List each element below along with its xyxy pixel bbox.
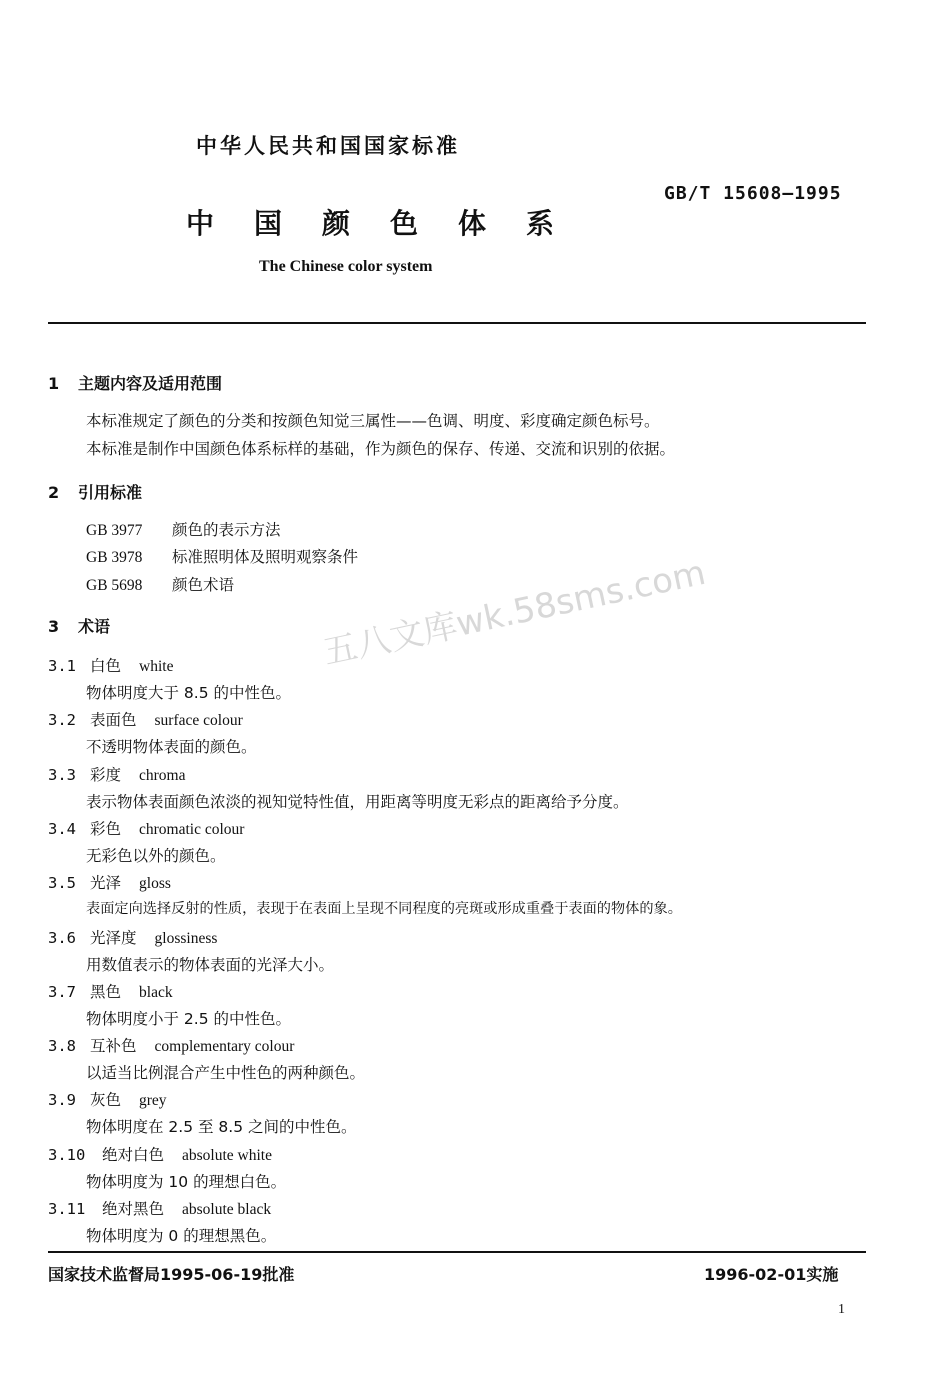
- term-cn: 彩度: [90, 766, 122, 784]
- term-cn: 白色: [90, 657, 122, 675]
- term-en: glossiness: [154, 930, 218, 947]
- term-3-3: [48, 763, 186, 785]
- reference-item: [86, 518, 281, 540]
- section-number: 2: [48, 483, 60, 502]
- term-en: black: [139, 984, 173, 1001]
- term-definition: 物体明度为 0 的理想黑色。: [86, 1227, 277, 1245]
- section-2-heading: [48, 480, 142, 503]
- section-3-heading: [48, 614, 110, 637]
- term-3-10: [48, 1143, 272, 1165]
- term-cn: 绝对黑色: [102, 1200, 165, 1218]
- term-definition: 用数值表示的物体表面的光泽大小。: [86, 956, 335, 974]
- term-en: chromatic colour: [139, 821, 245, 838]
- term-3-2: [48, 708, 243, 730]
- section-title: 主题内容及适用范围: [78, 374, 223, 393]
- term-en: surface colour: [154, 712, 243, 729]
- term-definition: 物体明度大于 8.5 的中性色。: [86, 684, 292, 702]
- section-number: 3: [48, 617, 60, 636]
- term-cn: 光泽度: [90, 929, 137, 947]
- section-title: 引用标准: [78, 483, 143, 502]
- standard-number: GB/T 15608—1995: [664, 183, 842, 204]
- term-3-7: [48, 980, 173, 1002]
- document-title-en: The Chinese color system: [259, 258, 433, 275]
- term-definition: 物体明度为 10 的理想白色。: [86, 1173, 287, 1191]
- term-number: 3.2: [48, 711, 76, 729]
- term-number: 3.3: [48, 766, 76, 784]
- term-en: grey: [139, 1092, 167, 1109]
- reference-name: 颜色的表示方法: [172, 521, 281, 539]
- term-cn: 彩色: [90, 820, 122, 838]
- implementation-date: 1996-02-01实施: [704, 1265, 839, 1284]
- section-number: 1: [48, 374, 60, 393]
- reference-item: [86, 573, 234, 595]
- term-number: 3.7: [48, 983, 76, 1001]
- term-cn: 光泽: [90, 874, 122, 892]
- term-en: absolute black: [182, 1201, 272, 1218]
- section-title: 术语: [78, 617, 111, 636]
- term-definition: 物体明度在 2.5 至 8.5 之间的中性色。: [86, 1118, 357, 1136]
- footer-divider: [48, 1251, 866, 1253]
- term-3-4: [48, 817, 244, 839]
- reference-code: GB 3977: [86, 522, 143, 539]
- term-cn: 黑色: [90, 983, 122, 1001]
- term-number: 3.1: [48, 657, 76, 675]
- term-3-11: [48, 1197, 271, 1219]
- term-3-8: [48, 1034, 294, 1056]
- term-number: 3.8: [48, 1037, 76, 1055]
- reference-item: [86, 545, 358, 567]
- term-3-5: [48, 871, 171, 893]
- term-3-1: [48, 654, 173, 676]
- term-definition: 表示物体表面颜色浓淡的视知觉特性值，用距离等明度无彩点的距离给予分度。: [86, 793, 629, 811]
- term-en: white: [139, 658, 174, 675]
- term-cn: 表面色: [90, 711, 137, 729]
- term-3-9: [48, 1088, 167, 1110]
- term-definition: 物体明度小于 2.5 的中性色。: [86, 1010, 292, 1028]
- term-cn: 互补色: [90, 1037, 137, 1055]
- section-1-paragraph-2: 本标准是制作中国颜色体系标样的基础，作为颜色的保存、传递、交流和识别的依据。: [86, 440, 676, 458]
- term-number: 3.5: [48, 874, 76, 892]
- term-en: chroma: [139, 767, 186, 784]
- national-standard-heading: 中华人民共和国国家标准: [196, 134, 460, 158]
- term-definition: 无彩色以外的颜色。: [86, 847, 226, 865]
- reference-name: 标准照明体及照明观察条件: [172, 548, 359, 566]
- term-cn: 绝对白色: [102, 1146, 165, 1164]
- approval-date: 国家技术监督局1995-06-19批准: [48, 1265, 295, 1284]
- section-1-heading: [48, 371, 222, 394]
- term-number: 3.11: [48, 1200, 86, 1218]
- term-number: 3.6: [48, 929, 76, 947]
- term-definition: 以适当比例混合产生中性色的两种颜色。: [86, 1064, 366, 1082]
- term-definition: 表面定向选择反射的性质，表现于在表面上呈现不同程度的亮斑或形成重叠于表面的物体的象。: [86, 901, 682, 917]
- reference-name: 颜色术语: [172, 576, 235, 594]
- term-number: 3.10: [48, 1146, 86, 1164]
- reference-code: GB 5698: [86, 577, 143, 594]
- document-title-cn: 中国颜色体系: [186, 207, 595, 240]
- term-en: complementary colour: [154, 1038, 295, 1055]
- term-definition: 不透明物体表面的颜色。: [86, 738, 257, 756]
- watermark-text: 五八文库wk.58sms.com: [319, 552, 710, 673]
- header-divider: [48, 322, 866, 324]
- term-en: absolute white: [182, 1147, 272, 1164]
- term-en: gloss: [139, 875, 171, 892]
- page-number: 1: [838, 1302, 845, 1317]
- term-number: 3.4: [48, 820, 76, 838]
- term-cn: 灰色: [90, 1091, 122, 1109]
- section-1-paragraph-1: 本标准规定了颜色的分类和按颜色知觉三属性——色调、明度、彩度确定颜色标号。: [86, 412, 660, 430]
- term-3-6: [48, 926, 217, 948]
- term-number: 3.9: [48, 1091, 76, 1109]
- reference-code: GB 3978: [86, 549, 143, 566]
